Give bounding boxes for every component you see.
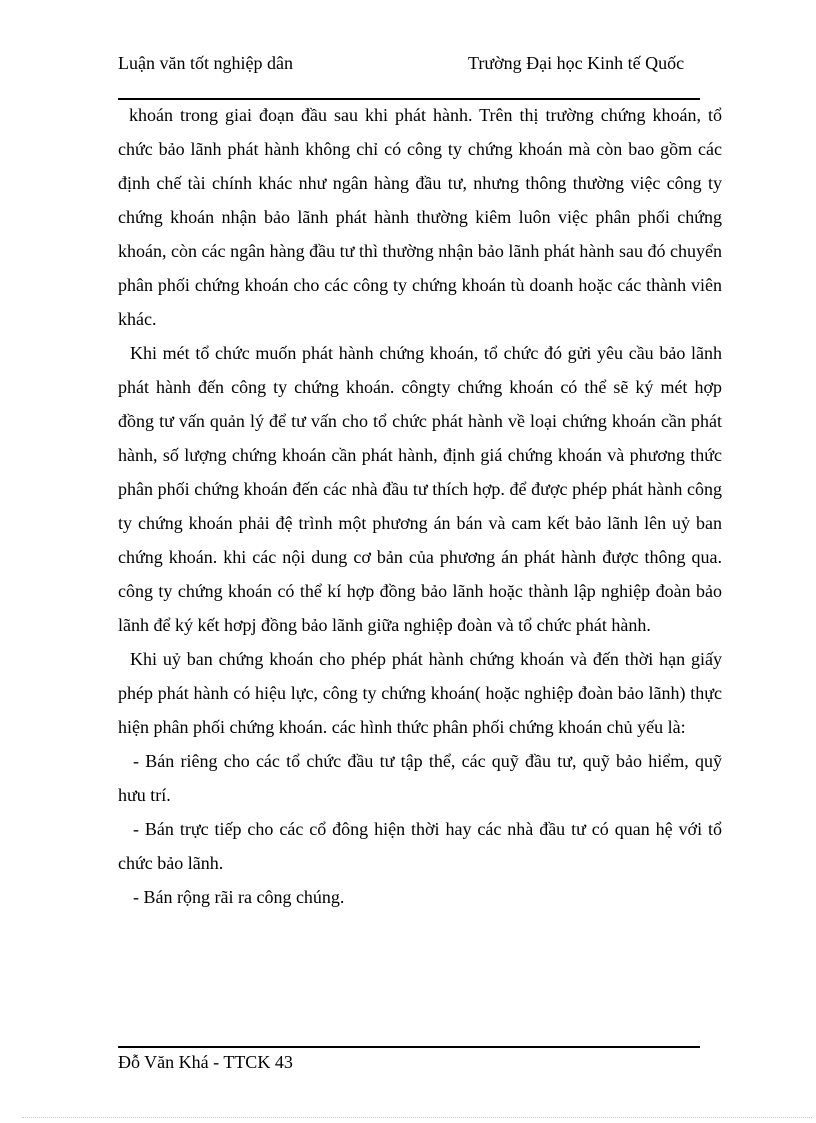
footer-divider [118, 1046, 700, 1048]
document-body [118, 98, 722, 914]
list-item-private-placement: - Bán riêng cho các tổ chức đầu tư tập thể, các quỹ đầu tư, quỹ bảo hiểm, quỹ hưu trí. [118, 751, 722, 805]
list-item-public-offering: - Bán rộng rãi ra công chúng. [133, 887, 345, 907]
list-item-direct-sale: - Bán trực tiếp cho các cổ đông hiện thời hay các nhà đầu tư có quan hệ với tổ chức bảo lãnh. [118, 819, 722, 873]
paragraph-underwriting-process: Khi mét tổ chức muốn phát hành chứng khoán, tổ chức đó gửi yêu cầu bảo lãnh phát hành đến công ty chứng khoán. côngty chứng khoán có thể sẽ ký mét hợp đồng tư vấn quản lý để tư vấn cho tổ chức phát hành về loại chứng khoán cần phát hành, số lượng chứng khoán cần phát hành, định giá chứng khoán và phương thức phân phối chứng khoán đến các nhà đầu tư thích hợp. để được phép phát hành công ty chứng khoán phải đệ trình một phương án bán và cam kết bảo lãnh lên uỷ ban chứng khoán. khi các nội dung cơ bản của phương án phát hành được thông qua. công ty chứng khoán có thể kí hợp đồng bảo lãnh hoặc thành lập nghiệp đoàn bảo lãnh để ký kết hơpj đồng bảo lãnh giữa nghiệp đoàn và tổ chức phát hành. [118, 343, 722, 635]
header-left-title: Luận văn tốt nghiệp dân [118, 53, 293, 73]
footer-author: Đỗ Văn Khá - TTCK 43 [118, 1052, 293, 1072]
paragraph-continued: khoán trong giai đoạn đầu sau khi phát hành. Trên thị trường chứng khoán, tổ chức bảo lãnh phát hành không chỉ có công ty chứng khoán mà còn bao gồm các định chế tài chính khác như ngân hàng đầu tư, nhưng thông thường việc công ty chứng khoán nhận bảo lãnh phát hành thường kiêm luôn việc phân phối chứng khoán, còn các ngân hàng đầu tư thì thường nhận bảo lãnh phát hành sau đó chuyển phân phối chứng khoán cho các công ty chứng khoán tù doanh hoặc các thành viên khác. [118, 105, 722, 329]
page-bottom-edge [22, 1117, 812, 1118]
paragraph-distribution-forms: Khi uỷ ban chứng khoán cho phép phát hành chứng khoán và đến thời hạn giấy phép phát hành có hiệu lực, công ty chứng khoán( hoặc nghiệp đoàn bảo lãnh) thực hiện phân phối chứng khoán. các hình thức phân phối chứng khoán chủ yếu là: [118, 649, 722, 737]
header-right-title: Trường Đại học Kinh tế Quốc [468, 53, 685, 73]
